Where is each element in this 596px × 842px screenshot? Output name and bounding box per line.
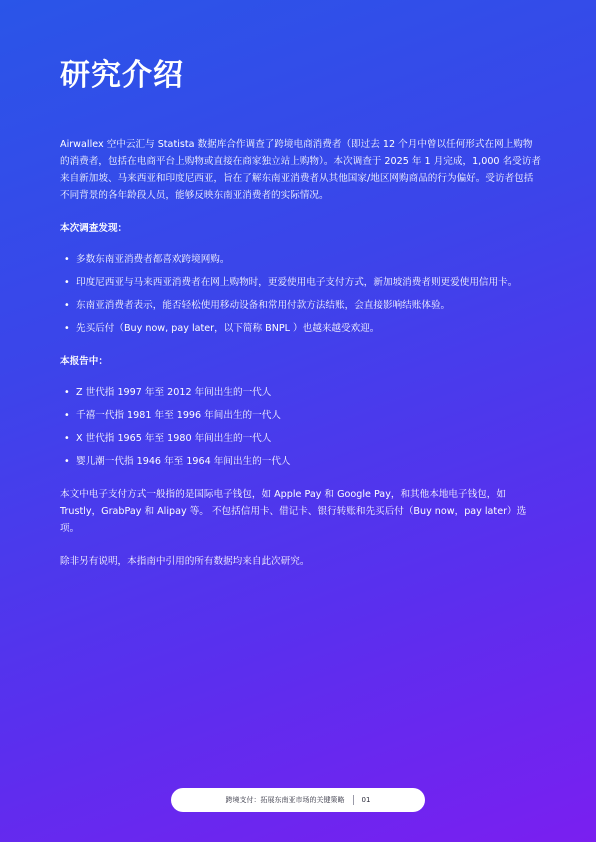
bullet-icon: • <box>64 410 70 421</box>
report-heading: 本报告中： <box>60 356 108 367</box>
source-note: 除非另有说明，本指南中引用的所有数据均来自此次研究。 <box>60 556 310 567</box>
list-item: • 千禧一代指 1981 年至 1996 年间出生的一代人 <box>60 407 542 424</box>
list-item: • X 世代指 1965 年至 1980 年间出生的一代人 <box>60 430 542 447</box>
footer-pill <box>171 788 425 812</box>
list-item: • Z 世代指 1997 年至 2012 年间出生的一代人 <box>60 384 542 401</box>
payment-note: 本文中电子支付方式一般指的是国际电子钱包，如 Apple Pay 和 Google Pay，和其他本地电子钱包，如 Trustly，GrabPay 和 Alipay 等。 不包括信用卡、借记卡、银行转账和先买后付（Buy now，pay later）选项。 <box>60 489 527 534</box>
list-item: • 先买后付（Buy now, pay later，以下简称 BNPL ）也越来越受欢迎。 <box>60 320 542 337</box>
list-item: • 东南亚消费者表示，能否轻松使用移动设备和常用付款方法结账，会直接影响结账体验。 <box>60 297 542 314</box>
page-number: 01 <box>361 796 371 804</box>
list-item: • 印度尼西亚与马来西亚消费者在网上购物时，更爱使用电子支付方式，新加坡消费者则更爱使用信用卡。 <box>60 274 542 291</box>
footer-title: 跨境支付：拓展东南亚市场的关键策略 <box>225 796 345 804</box>
bullet-icon: • <box>64 433 70 444</box>
page-title: 研究介绍 <box>60 58 184 93</box>
list-item: • 婴儿潮一代指 1946 年至 1964 年间出生的一代人 <box>60 453 542 470</box>
bullet-icon: • <box>64 254 70 265</box>
bullet-icon: • <box>64 277 70 288</box>
bullet-icon: • <box>64 323 70 334</box>
findings-list <box>60 251 542 337</box>
bullet-icon: • <box>64 456 70 467</box>
report-list <box>60 384 542 470</box>
footer-divider <box>353 795 354 805</box>
content <box>60 136 542 586</box>
bullet-icon: • <box>64 387 70 398</box>
findings-heading: 本次调查发现： <box>60 223 128 234</box>
bullet-icon: • <box>64 300 70 311</box>
intro-paragraph: Airwallex 空中云汇与 Statista 数据库合作调查了跨境电商消费者（即过去 12 个月中曾以任何形式在网上购物的消费者，包括在电商平台上购物或直接在商家独立站上购物）。本次调查于 2025 年 1 月完成，1,000 名受访者来自新加坡、马来西亚和印度尼西亚，旨在了解东南亚消费者从其他国家/地区网购商品的行为偏好。受访者包括不同背景的各年龄段人员，能够反映东南亚消费者的实际情况。 <box>60 139 541 201</box>
list-item: • 多数东南亚消费者都喜欢跨境网购。 <box>60 251 542 268</box>
